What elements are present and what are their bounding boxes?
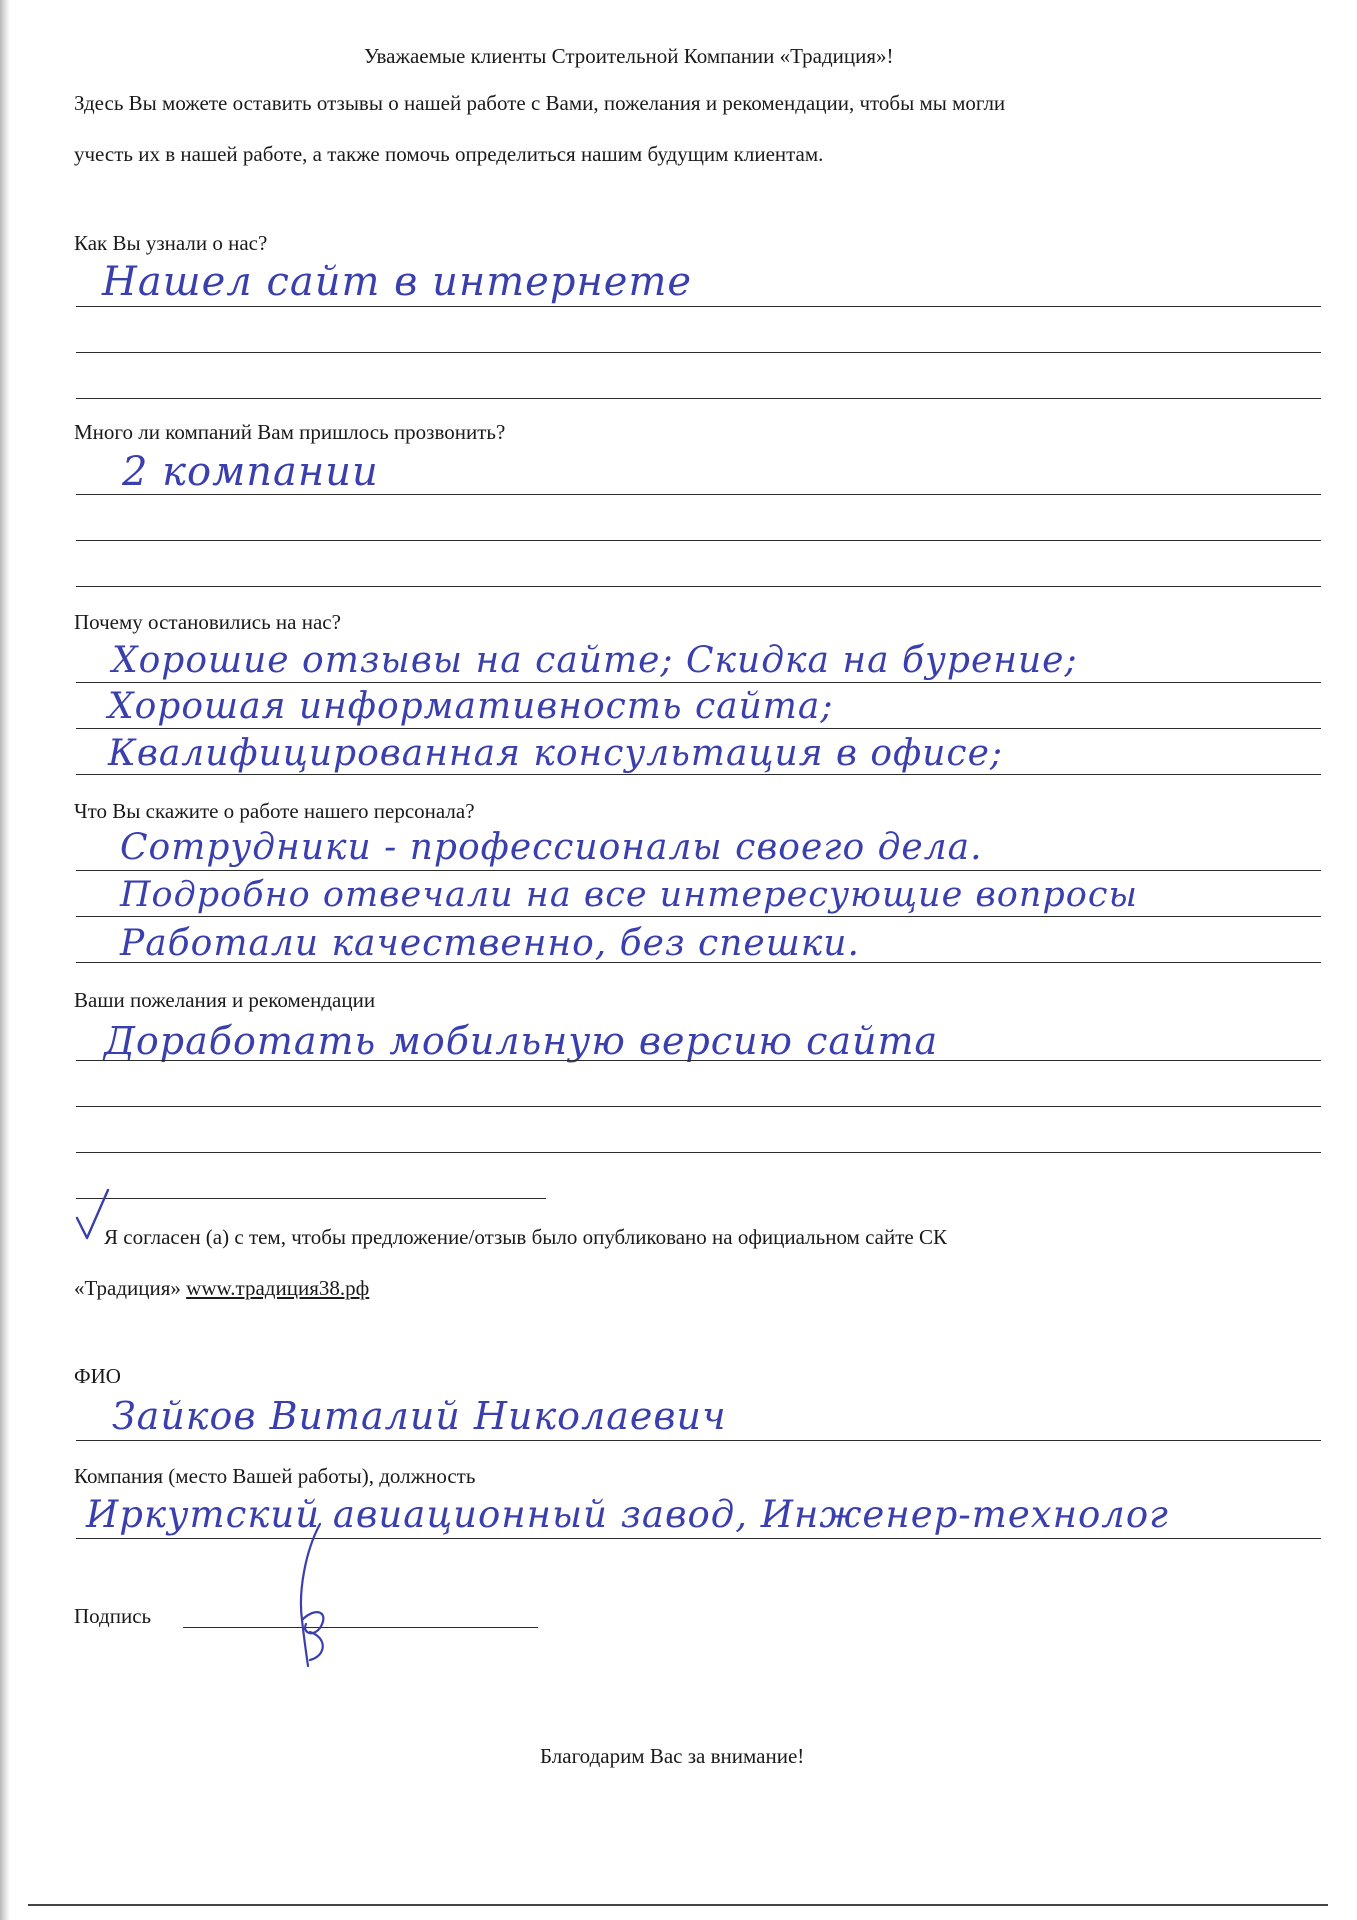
answer-line <box>76 774 1321 775</box>
intro-line-1: Здесь Вы можете оставить отзывы о нашей работе с Вами, пожелания и рекомендации, чтобы мы могли <box>74 91 1006 115</box>
answer-line <box>76 352 1321 353</box>
fio-value[interactable]: Зайков Виталий Николаевич <box>112 1394 727 1438</box>
signature-label: Подпись <box>74 1604 152 1628</box>
question-label-wishes: Ваши пожелания и рекомендации <box>74 988 376 1012</box>
answer-line <box>76 398 1321 399</box>
answer-line <box>76 586 1321 587</box>
fio-label: ФИО <box>74 1364 121 1388</box>
answer-line <box>76 494 1321 495</box>
answer-line <box>76 870 1321 871</box>
answer-how-found-1[interactable]: Нашел сайт в интернете <box>102 259 693 305</box>
form-title: Уважаемые клиенты Строительной Компании «Традиция»! <box>364 44 894 68</box>
answer-line <box>76 1198 546 1199</box>
answer-line <box>76 1152 1321 1153</box>
answer-wishes-1[interactable]: Доработать мобильную версию сайта <box>104 1019 939 1063</box>
answer-line <box>76 1106 1321 1107</box>
answer-line <box>76 962 1321 963</box>
answer-line <box>76 1440 1321 1441</box>
answer-line <box>76 1060 1321 1061</box>
scan-edge-shadow <box>0 0 10 1920</box>
consent-text-prefix: «Традиция» <box>74 1276 187 1300</box>
signature-line[interactable] <box>183 1627 538 1628</box>
answer-staff-opinion-3[interactable]: Работали качественно, без спешки. <box>120 923 860 964</box>
company-value[interactable]: Иркутский авиационный завод, Инженер-технолог <box>86 1493 1169 1536</box>
answer-why-chose-3[interactable]: Квалифицированная консультация в офисе; <box>108 733 1004 774</box>
answer-why-chose-2[interactable]: Хорошая информативность сайта; <box>108 686 834 727</box>
question-label-why-chose: Почему остановились на нас? <box>74 610 341 634</box>
page-bottom-border <box>28 1904 1328 1906</box>
thanks-message: Благодарим Вас за внимание! <box>540 1744 805 1768</box>
question-label-how-found: Как Вы узнали о нас? <box>74 231 268 255</box>
website-link[interactable]: www.традиция38.рф <box>186 1276 370 1300</box>
handwritten-signature <box>280 1520 340 1670</box>
question-label-staff-opinion: Что Вы скажите о работе нашего персонала? <box>74 799 475 823</box>
consent-text-line-1: Я согласен (а) с тем, чтобы предложение/отзыв было опубликовано на официальном сайте СК <box>104 1225 947 1249</box>
answer-line <box>76 1538 1321 1539</box>
intro-line-2: учесть их в нашей работе, а также помочь определиться нашим будущим клиентам. <box>74 142 824 166</box>
answer-line <box>76 916 1321 917</box>
company-label: Компания (место Вашей работы), должность <box>74 1464 476 1488</box>
answer-line <box>76 540 1321 541</box>
answer-staff-opinion-1[interactable]: Сотрудники - профессионалы своего дела. <box>120 827 983 868</box>
question-label-companies-called: Много ли компаний Вам пришлось прозвонить? <box>74 420 506 444</box>
answer-why-chose-1[interactable]: Хорошие отзывы на сайте; Скидка на бурение; <box>112 640 1078 681</box>
answer-line <box>76 306 1321 307</box>
answer-line <box>76 682 1321 683</box>
answer-line <box>76 728 1321 729</box>
consent-text-line-2 <box>74 1278 369 1299</box>
answer-staff-opinion-2[interactable]: Подробно отвечали на все интересующие вопросы <box>120 875 1138 915</box>
answer-companies-called-1[interactable]: 2 компании <box>122 449 379 495</box>
